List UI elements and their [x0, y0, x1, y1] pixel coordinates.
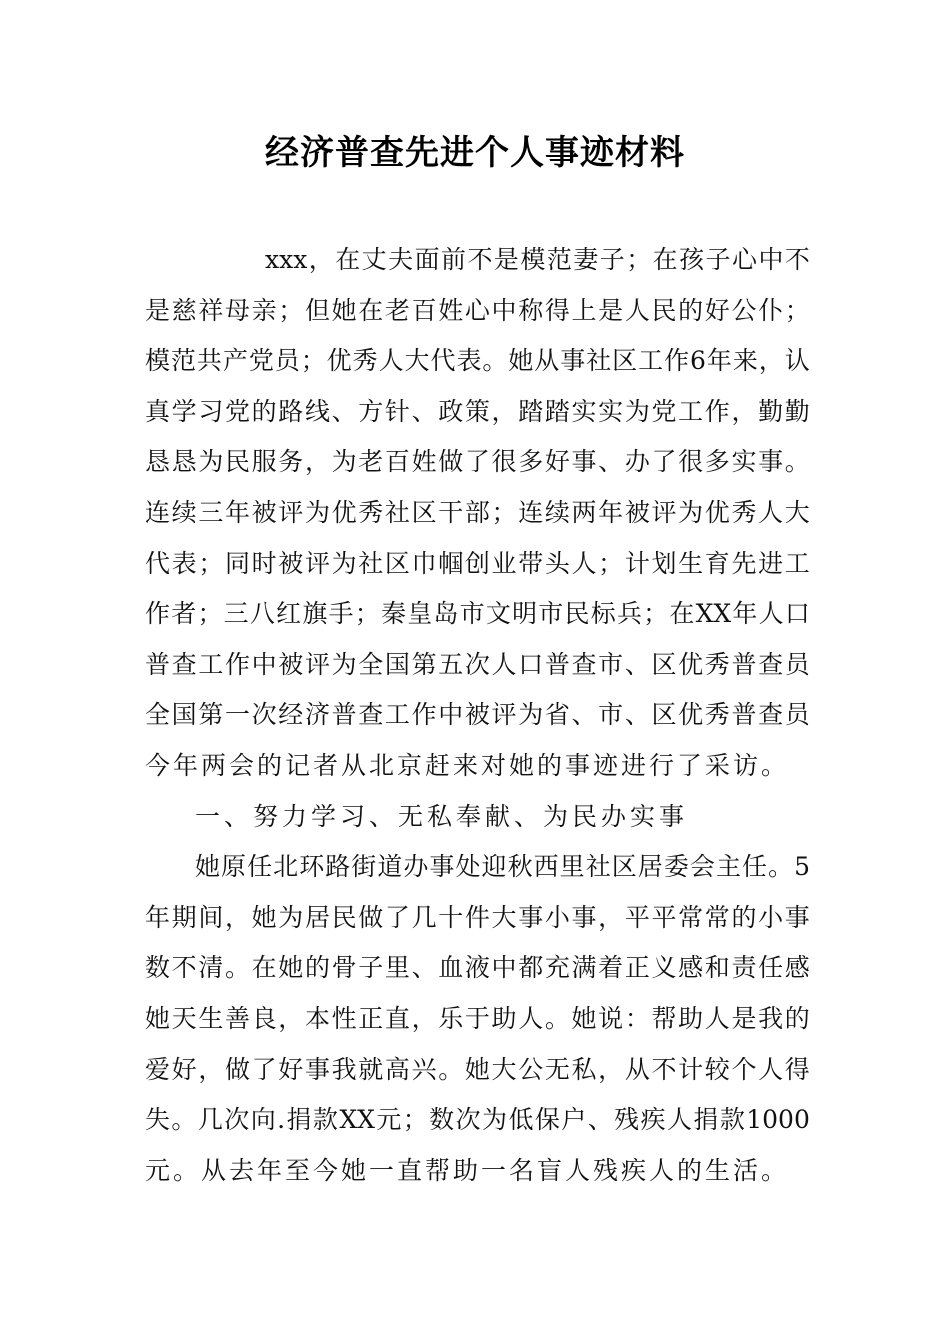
paragraph-line: 真 学 习 党 的 路 线 、 方 针 、 政 策 ， 踏 踏 实 实 为 党 工 作 ， 勤 勤	[145, 396, 810, 426]
paragraph-line: 模 范 共 产 党 员 ； 优 秀 人 大 代 表 。 她 从 事 社 区 工 作 6 年 来 ， 认	[145, 346, 810, 376]
paragraph-line: 全 国 第 一 次 经 济 普 查 工 作 中 被 评 为 省 、 市 、 区 优 秀 普 查 员	[145, 700, 810, 730]
paragraph-line: 代 表 ； 同 时 被 评 为 社 区 巾 帼 创 业 带 头 人 ； 计 划 生 育 先 进 工	[145, 548, 810, 578]
paragraph-line: 年 期 间 ， 她 为 居 民 做 了 几 十 件 大 事 小 事 ， 平 平 常 常 的 小 事	[145, 902, 810, 932]
document-title: 经济普查先进个人事迹材料	[265, 133, 685, 173]
document-body	[145, 235, 810, 1196]
paragraph-line: 今年两会的记者从北京赶来对她的事迹进行了采访。	[145, 750, 790, 780]
paragraph-line: 连 续 三 年 被 评 为 优 秀 社 区 干 部 ； 连 续 两 年 被 评 为 优 秀 人 大	[145, 497, 810, 527]
paragraph-line: 是 慈 祥 母 亲 ； 但 她 在 老 百 姓 心 中 称 得 上 是 人 民 的 好 公 仆 ；	[145, 295, 810, 325]
paragraph-line: 失 。 几 次 向 . 捐 款 XX 元 ； 数 次 为 低 保 户 、 残 疾 人 捐 款 1000	[145, 1105, 810, 1135]
paragraph-line: 她 原 任 北 环 路 街 道 办 事 处 迎 秋 西 里 社 区 居 委 会 主 任 。 5	[195, 852, 810, 882]
paragraph-line: 爱 好 ， 做 了 好 事 我 就 高 兴 。 她 大 公 无 私 ， 从 不 计 较 个 人 得	[145, 1054, 810, 1084]
paragraph-line: 普 查 工 作 中 被 评 为 全 国 第 五 次 人 口 普 查 市 、 区 优 秀 普 查 员	[145, 649, 810, 679]
paragraph-line: 恳 恳 为 民 服 务 ， 为 老 百 姓 做 了 很 多 好 事 、 办 了 很 多 实 事 。	[145, 447, 810, 477]
paragraph-line: xxx ， 在 丈 夫 面 前 不 是 模 范 妻 子 ； 在 孩 子 心 中 不	[265, 245, 810, 274]
paragraph-line: 元。从去年至今她一直帮助一名盲人残疾人的生活。	[145, 1155, 790, 1185]
paragraph-line: 作 者 ； 三 八 红 旗 手 ； 秦 皇 岛 市 文 明 市 民 标 兵 ； 在 XX 年 人 口	[145, 599, 810, 629]
paragraph-line: 数 不 清 。 在 她 的 骨 子 里 、 血 液 中 都 充 满 着 正 义 感 和 责 任 感	[145, 953, 810, 983]
paragraph-line: 她 天 生 善 良 ， 本 性 正 直 ， 乐 于 助 人 。 她 说 ： 帮 助 人 是 我 的	[145, 1003, 810, 1033]
section-heading: 一、努力学习、无私奉献、为民办实事	[195, 801, 689, 831]
